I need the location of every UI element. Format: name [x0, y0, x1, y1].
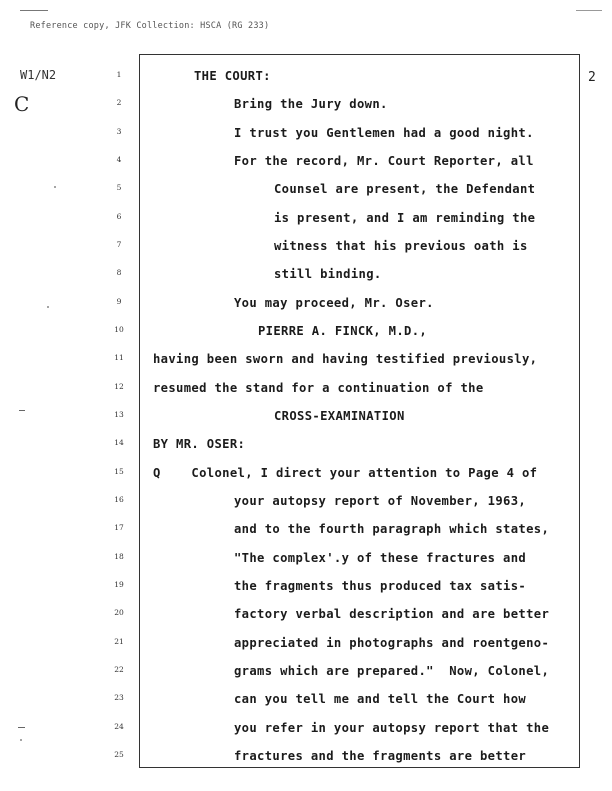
corner-mark: [576, 2, 602, 11]
line-number: 12: [114, 382, 124, 391]
transcript-line: PIERRE A. FINCK, M.D.,: [258, 324, 428, 338]
transcript-line: I trust you Gentlemen had a good night.: [234, 126, 534, 140]
line-number: 20: [114, 608, 124, 617]
file-code: W1/N2: [20, 68, 57, 82]
transcript-line: witness that his previous oath is: [274, 239, 528, 253]
line-number: 10: [114, 325, 124, 334]
line-number: 13: [114, 410, 124, 419]
line-number: 9: [116, 297, 122, 306]
transcript-line: "The complex'.y of these fractures and: [234, 551, 527, 565]
transcript-line: the fragments thus produced tax satis-: [234, 579, 527, 593]
transcript-line: resumed the stand for a continuation of the: [153, 381, 484, 395]
transcript-line: grams which are prepared." Now, Colonel,: [234, 664, 550, 678]
line-number: 15: [114, 467, 124, 476]
line-number: 16: [114, 495, 124, 504]
scan-speck: [54, 186, 56, 188]
margin-mark: C: [14, 92, 30, 116]
page-number: 2: [588, 70, 596, 85]
transcript-line: is present, and I am reminding the: [274, 211, 536, 225]
scan-dash: [19, 410, 25, 411]
transcript-line: Q Colonel, I direct your attention to Page 4 of: [153, 466, 538, 480]
line-number: 14: [114, 438, 124, 447]
transcript-line: Bring the Jury down.: [234, 97, 388, 111]
line-number: 23: [114, 693, 124, 702]
line-number: 18: [114, 552, 124, 561]
line-number: 5: [116, 183, 122, 192]
transcript-line: and to the fourth paragraph which states,: [234, 522, 550, 536]
scan-dash: [18, 727, 25, 728]
transcript-line: your autopsy report of November, 1963,: [234, 494, 527, 508]
transcript-line: you refer in your autopsy report that the: [234, 721, 550, 735]
transcript-line: fractures and the fragments are better: [234, 749, 527, 763]
line-number: 6: [116, 212, 122, 221]
transcript-line: BY MR. OSER:: [153, 437, 246, 451]
line-number: 22: [114, 665, 124, 674]
transcript-line: For the record, Mr. Court Reporter, all: [234, 154, 534, 168]
scan-speck: [47, 306, 49, 308]
transcript-line: Counsel are present, the Defendant: [274, 182, 536, 196]
line-number: 24: [114, 722, 124, 731]
transcript-line: THE COURT:: [194, 69, 271, 83]
line-number: 7: [116, 240, 122, 249]
line-number: 21: [114, 637, 124, 646]
line-number: 1: [116, 70, 122, 79]
scan-speck: [20, 739, 22, 741]
line-number: 4: [116, 155, 122, 164]
transcript-line: appreciated in photographs and roentgeno-: [234, 636, 550, 650]
line-number: 19: [114, 580, 124, 589]
line-number: 17: [114, 523, 124, 532]
transcript-line: can you tell me and tell the Court how: [234, 692, 527, 706]
transcript-line: CROSS-EXAMINATION: [274, 409, 405, 423]
transcript-line: You may proceed, Mr. Oser.: [234, 296, 434, 310]
transcript-line: having been sworn and having testified previously,: [153, 352, 538, 366]
top-rule: [20, 10, 48, 11]
transcript-line: factory verbal description and are better: [234, 607, 550, 621]
line-number: 2: [116, 98, 122, 107]
line-number: 11: [114, 353, 124, 362]
line-number: 25: [114, 750, 124, 759]
transcript-line: still binding.: [274, 267, 382, 281]
reference-header: Reference copy, JFK Collection: HSCA (RG 233): [30, 21, 270, 31]
line-number: 8: [116, 268, 122, 277]
line-number: 3: [116, 127, 122, 136]
